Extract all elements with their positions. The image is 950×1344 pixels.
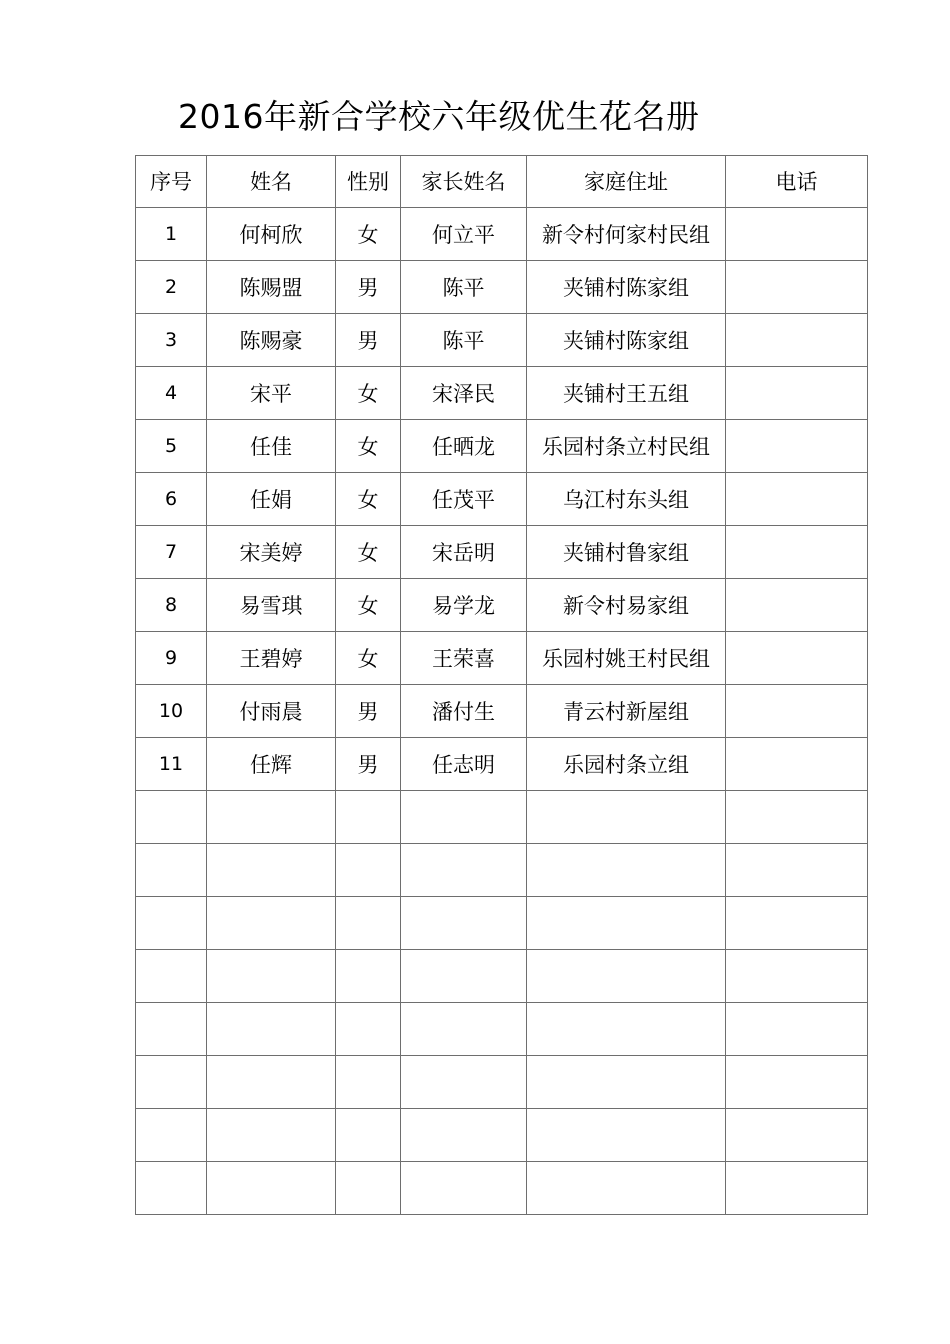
cell-index: [136, 1003, 207, 1056]
cell-student-name: [207, 950, 336, 1003]
cell-student-name: [207, 1056, 336, 1109]
header-phone: 电话: [726, 156, 868, 208]
page-title: 2016年新合学校六年级优生花名册: [178, 97, 700, 136]
table-body: [136, 208, 868, 1215]
header-name: 姓名: [207, 156, 336, 208]
table-row: [136, 261, 868, 314]
table-row: [136, 208, 868, 261]
cell-parent-name: [401, 1056, 527, 1109]
table-header-row: [136, 156, 868, 208]
table-row: [136, 791, 868, 844]
cell-phone: [726, 632, 868, 685]
cell-parent-name: 潘付生: [401, 685, 527, 738]
cell-phone: [726, 420, 868, 473]
cell-phone: [726, 367, 868, 420]
cell-gender: [336, 1056, 401, 1109]
cell-gender: 女: [336, 579, 401, 632]
cell-address: 夹铺村鲁家组: [527, 526, 726, 579]
cell-gender: 男: [336, 261, 401, 314]
cell-phone: [726, 579, 868, 632]
cell-parent-name: 易学龙: [401, 579, 527, 632]
cell-address: 夹铺村陈家组: [527, 261, 726, 314]
cell-address: [527, 1109, 726, 1162]
table-row: [136, 526, 868, 579]
cell-student-name: 任佳: [207, 420, 336, 473]
cell-gender: [336, 1003, 401, 1056]
table-row: [136, 632, 868, 685]
cell-index: 11: [136, 738, 207, 791]
cell-index: [136, 844, 207, 897]
cell-parent-name: 宋岳明: [401, 526, 527, 579]
table-row: [136, 367, 868, 420]
cell-index: 2: [136, 261, 207, 314]
cell-parent-name: [401, 1003, 527, 1056]
cell-index: 3: [136, 314, 207, 367]
cell-phone: [726, 261, 868, 314]
cell-index: 10: [136, 685, 207, 738]
table-row: [136, 473, 868, 526]
cell-parent-name: [401, 844, 527, 897]
cell-index: 7: [136, 526, 207, 579]
cell-parent-name: [401, 1162, 527, 1215]
cell-student-name: 付雨晨: [207, 685, 336, 738]
cell-student-name: 易雪琪: [207, 579, 336, 632]
cell-student-name: 何柯欣: [207, 208, 336, 261]
cell-phone: [726, 844, 868, 897]
cell-address: 新令村易家组: [527, 579, 726, 632]
cell-gender: 女: [336, 632, 401, 685]
table-row: [136, 1109, 868, 1162]
cell-address: [527, 950, 726, 1003]
cell-phone: [726, 738, 868, 791]
cell-student-name: 王碧婷: [207, 632, 336, 685]
cell-address: 夹铺村陈家组: [527, 314, 726, 367]
cell-phone: [726, 526, 868, 579]
header-index: 序号: [136, 156, 207, 208]
cell-phone: [726, 314, 868, 367]
cell-gender: 男: [336, 685, 401, 738]
cell-student-name: 陈赐盟: [207, 261, 336, 314]
cell-student-name: [207, 897, 336, 950]
cell-address: 乐园村条立村民组: [527, 420, 726, 473]
cell-parent-name: [401, 897, 527, 950]
cell-phone: [726, 950, 868, 1003]
cell-parent-name: 任茂平: [401, 473, 527, 526]
cell-phone: [726, 791, 868, 844]
cell-phone: [726, 897, 868, 950]
cell-index: [136, 1162, 207, 1215]
cell-address: 青云村新屋组: [527, 685, 726, 738]
cell-gender: [336, 844, 401, 897]
cell-gender: [336, 897, 401, 950]
cell-phone: [726, 1003, 868, 1056]
cell-index: [136, 950, 207, 1003]
cell-student-name: 陈赐豪: [207, 314, 336, 367]
cell-parent-name: 宋泽民: [401, 367, 527, 420]
cell-address: [527, 1056, 726, 1109]
cell-student-name: [207, 1003, 336, 1056]
table-row: [136, 579, 868, 632]
cell-gender: [336, 950, 401, 1003]
cell-index: [136, 897, 207, 950]
cell-index: [136, 791, 207, 844]
cell-address: 乐园村姚王村民组: [527, 632, 726, 685]
header-gender: 性别: [336, 156, 401, 208]
cell-address: [527, 1162, 726, 1215]
cell-address: [527, 1003, 726, 1056]
cell-index: 9: [136, 632, 207, 685]
cell-address: [527, 844, 726, 897]
header-address: 家庭住址: [527, 156, 726, 208]
cell-parent-name: 王荣喜: [401, 632, 527, 685]
cell-address: 夹铺村王五组: [527, 367, 726, 420]
table-row: [136, 1003, 868, 1056]
table-row: [136, 844, 868, 897]
cell-student-name: [207, 844, 336, 897]
table-row: [136, 738, 868, 791]
cell-parent-name: 任晒龙: [401, 420, 527, 473]
cell-address: 新令村何家村民组: [527, 208, 726, 261]
cell-student-name: 任娟: [207, 473, 336, 526]
cell-parent-name: 任志明: [401, 738, 527, 791]
cell-gender: 女: [336, 473, 401, 526]
cell-parent-name: 陈平: [401, 261, 527, 314]
cell-index: 1: [136, 208, 207, 261]
table-row: [136, 897, 868, 950]
cell-gender: [336, 1109, 401, 1162]
table-row: [136, 1056, 868, 1109]
cell-index: [136, 1056, 207, 1109]
cell-phone: [726, 1109, 868, 1162]
cell-parent-name: 陈平: [401, 314, 527, 367]
table-row: [136, 314, 868, 367]
cell-gender: [336, 1162, 401, 1215]
cell-phone: [726, 1162, 868, 1215]
cell-index: 6: [136, 473, 207, 526]
cell-address: [527, 897, 726, 950]
cell-phone: [726, 1056, 868, 1109]
cell-gender: 男: [336, 314, 401, 367]
cell-address: [527, 791, 726, 844]
cell-student-name: 宋美婷: [207, 526, 336, 579]
table-row: [136, 685, 868, 738]
cell-student-name: [207, 1162, 336, 1215]
cell-gender: 女: [336, 526, 401, 579]
cell-address: 乐园村条立组: [527, 738, 726, 791]
cell-phone: [726, 685, 868, 738]
table-row: [136, 420, 868, 473]
cell-student-name: [207, 1109, 336, 1162]
cell-index: 5: [136, 420, 207, 473]
cell-gender: [336, 791, 401, 844]
cell-index: 4: [136, 367, 207, 420]
header-parent-name: 家长姓名: [401, 156, 527, 208]
table-row: [136, 1162, 868, 1215]
cell-parent-name: 何立平: [401, 208, 527, 261]
cell-student-name: [207, 791, 336, 844]
cell-gender: 女: [336, 208, 401, 261]
cell-gender: 女: [336, 420, 401, 473]
cell-index: 8: [136, 579, 207, 632]
cell-index: [136, 1109, 207, 1162]
cell-phone: [726, 208, 868, 261]
cell-phone: [726, 473, 868, 526]
cell-parent-name: [401, 1109, 527, 1162]
cell-parent-name: [401, 791, 527, 844]
cell-gender: 男: [336, 738, 401, 791]
cell-parent-name: [401, 950, 527, 1003]
cell-address: 乌江村东头组: [527, 473, 726, 526]
student-roster-table: [135, 155, 868, 1215]
table-row: [136, 950, 868, 1003]
cell-gender: 女: [336, 367, 401, 420]
cell-student-name: 任辉: [207, 738, 336, 791]
cell-student-name: 宋平: [207, 367, 336, 420]
